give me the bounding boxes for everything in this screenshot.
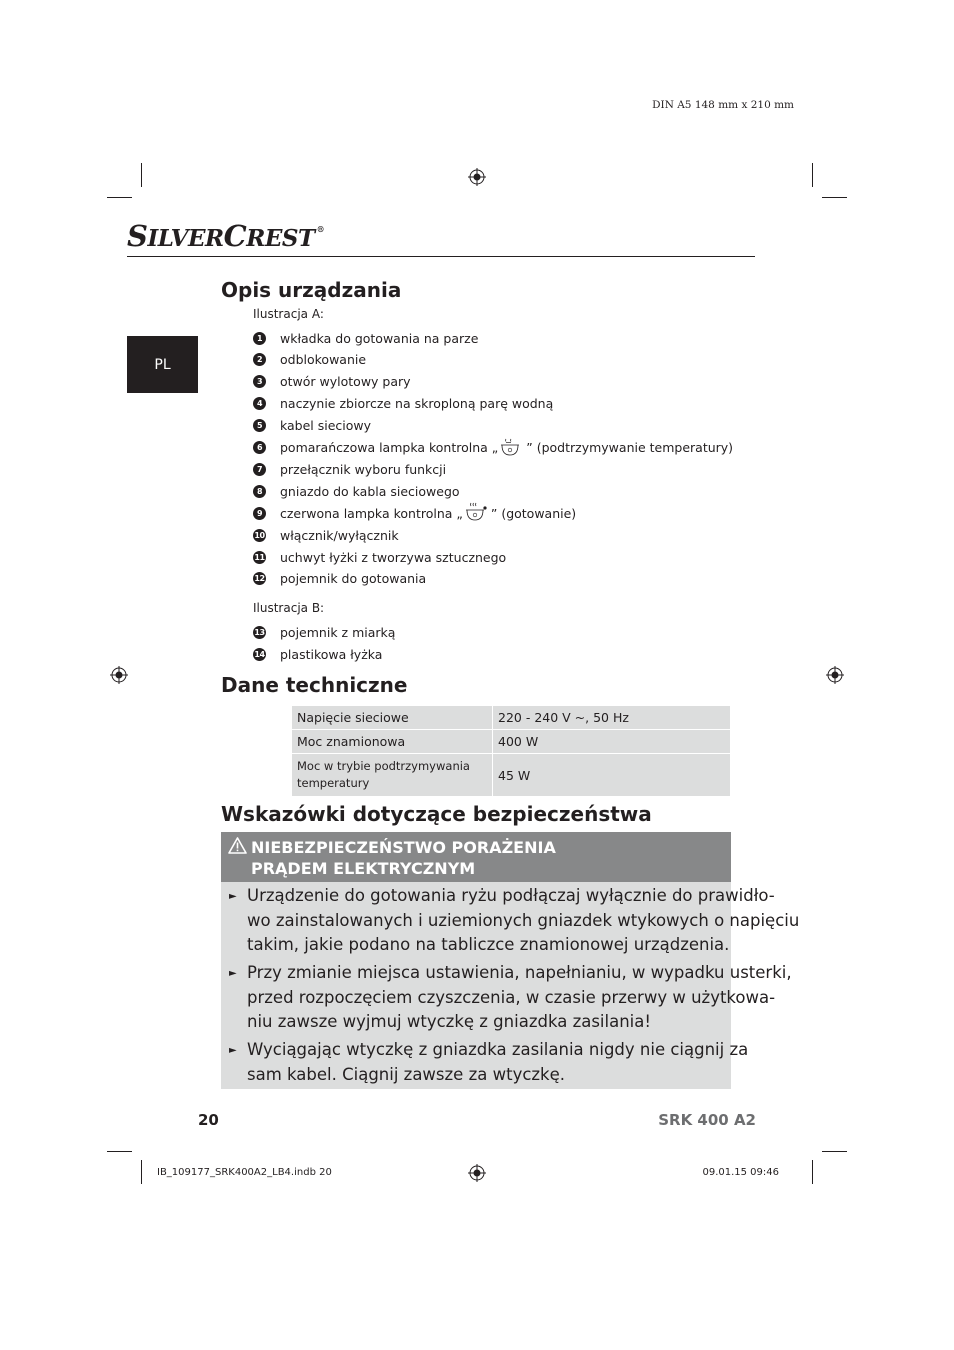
technical-data-table [291, 705, 731, 797]
bullet-arrow-icon: ► [229, 1045, 237, 1056]
warning-title-line2: PRĄDEM ELEKTRYCZNYM [251, 859, 476, 878]
safety-bullet-line: Urządzenie do gotowania ryżu podłączaj wyłącznie do prawidło- [247, 886, 775, 905]
crop-mark [812, 1160, 813, 1184]
item-label: włącznik/wyłącznik [280, 527, 399, 543]
item-label: kabel sieciowy [280, 418, 372, 434]
page-number: 20 [198, 1111, 219, 1129]
item-number-badge: 1 [253, 332, 266, 345]
item-number-badge: 6 [253, 441, 266, 454]
item-number-badge: 5 [253, 419, 266, 432]
item-label: otwór wylotowy pary [280, 374, 411, 390]
warning-body [221, 882, 800, 1089]
item-label: odblokowanie [280, 352, 367, 368]
list-item [253, 461, 446, 477]
list-item [253, 352, 366, 368]
table-row [292, 706, 731, 730]
section-title-description: Opis urządzania [221, 278, 402, 302]
pot-cooking-icon [464, 502, 490, 524]
safety-bullet-line: sam kabel. Ciągnij zawsze za wtyczkę. [247, 1064, 566, 1084]
warning-triangle-icon [228, 837, 247, 854]
item-label-suffix: ” (gotowanie) [490, 505, 577, 521]
item-label: pojemnik z miarką [280, 624, 396, 640]
section-title-safety: Wskazówki dotyczące bezpieczeństwa [221, 802, 652, 826]
crop-mark [141, 163, 142, 187]
bullet-arrow-icon: ► [229, 968, 237, 979]
item-number-badge: 14 [254, 649, 265, 659]
table-key: Moc znamionowa [292, 730, 493, 754]
section-title-technical-data: Dane techniczne [221, 673, 408, 697]
safety-bullet-line: Wyciągając wtyczkę z gniazdka zasilania nigdy nie ciągnij za [247, 1040, 749, 1059]
item-label: uchwyt łyżki z tworzywa sztucznego [280, 549, 507, 565]
list-item [253, 396, 553, 412]
item-label: pojemnik do gotowania [280, 571, 427, 587]
table-key: Napięcie sieciowe [292, 706, 493, 730]
caption-illustration-b: Ilustracja B: [253, 601, 325, 615]
item-number-badge: 7 [253, 463, 266, 476]
item-label: pomarańczowa lampka kontrolna „ [280, 440, 499, 455]
list-item [253, 527, 399, 543]
item-number-badge: 10 [254, 530, 265, 540]
item-label: wkładka do gotowania na parze [280, 330, 479, 346]
registration-mark-icon [110, 666, 128, 684]
crop-mark [107, 1151, 132, 1152]
crop-mark [107, 197, 132, 198]
registration-mark-icon [826, 666, 844, 684]
crop-mark [822, 197, 847, 198]
warning-title-line1: NIEBEZPIECZEŃSTWO PORAŻENIA [251, 838, 556, 857]
list-item [253, 418, 371, 434]
item-number-badge: 12 [254, 574, 265, 584]
list-item [253, 483, 460, 499]
brand-logo: SILVERCREST ® [127, 219, 325, 253]
safety-bullet-line: Przy zmianie miejsca ustawienia, napełnianiu, w wypadku usterki, [247, 963, 792, 982]
imprint-date: 09.01.15 09:46 [702, 1167, 779, 1178]
item-number-badge: 2 [253, 353, 266, 366]
language-tab: PL [127, 336, 198, 393]
item-label: czerwona lampka kontrolna „ [280, 505, 463, 521]
item-label: plastikowa łyżka [280, 646, 383, 662]
model-number: SRK 400 A2 [658, 1111, 756, 1129]
format-spec: DIN A5 148 mm x 210 mm [652, 99, 794, 111]
table-value: 45 W [493, 754, 731, 797]
table-value: 220 - 240 V ~, 50 Hz [493, 706, 731, 730]
item-number-badge: 13 [254, 627, 265, 637]
list-item [253, 330, 478, 346]
list-item [253, 646, 382, 662]
item-label: przełącznik wyboru funkcji [280, 461, 447, 477]
item-label-suffix: ” (podtrzymywanie temperatury) [526, 440, 734, 455]
crop-mark [141, 1160, 142, 1184]
item-number-badge: 8 [253, 485, 266, 498]
imprint-file: IB_109177_SRK400A2_LB4.indb 20 [157, 1167, 332, 1178]
list-item [253, 440, 733, 456]
list-item [253, 505, 576, 521]
safety-bullet-line: wo zainstalowanych i uziemionych gniazdek wtykowych o napięciu [247, 910, 800, 930]
list-item [253, 624, 395, 640]
header-rule [127, 256, 755, 257]
registration-mark-icon [468, 1164, 486, 1182]
table-row [292, 754, 731, 797]
list-item [253, 549, 506, 565]
table-key: Moc w trybie podtrzymywania temperatury [292, 754, 493, 797]
item-number-badge: 3 [253, 375, 266, 388]
item-number-badge: 4 [253, 397, 266, 410]
safety-bullet-line: przed rozpoczęciem czyszczenia, w czasie przerwy w użytkowa- [247, 987, 776, 1007]
warning-header [221, 832, 731, 882]
item-number-badge: 9 [253, 507, 266, 520]
pot-keep-warm-icon [499, 437, 525, 459]
crop-mark [822, 1151, 847, 1152]
table-value: 400 W [493, 730, 731, 754]
safety-bullet-line: takim, jakie podano na tabliczce znamionowej urządzenia. [247, 935, 730, 954]
item-label: gniazdo do kabla sieciowego [280, 483, 460, 499]
item-number-badge: 11 [254, 552, 265, 562]
table-row [292, 730, 731, 754]
safety-bullet-line: niu zawsze wyjmuj wtyczkę z gniazdka zasilania! [247, 1012, 651, 1031]
crop-mark [812, 163, 813, 187]
list-item [253, 374, 411, 390]
caption-illustration-a: Ilustracja A: [253, 307, 324, 321]
safety-bullet [229, 884, 800, 958]
safety-bullet [229, 1038, 749, 1087]
registration-mark-icon [468, 168, 486, 186]
item-label: naczynie zbiorcze na skroploną parę wodną [280, 396, 554, 412]
list-item [253, 571, 426, 587]
safety-bullet [229, 961, 792, 1035]
bullet-arrow-icon: ► [229, 891, 237, 902]
